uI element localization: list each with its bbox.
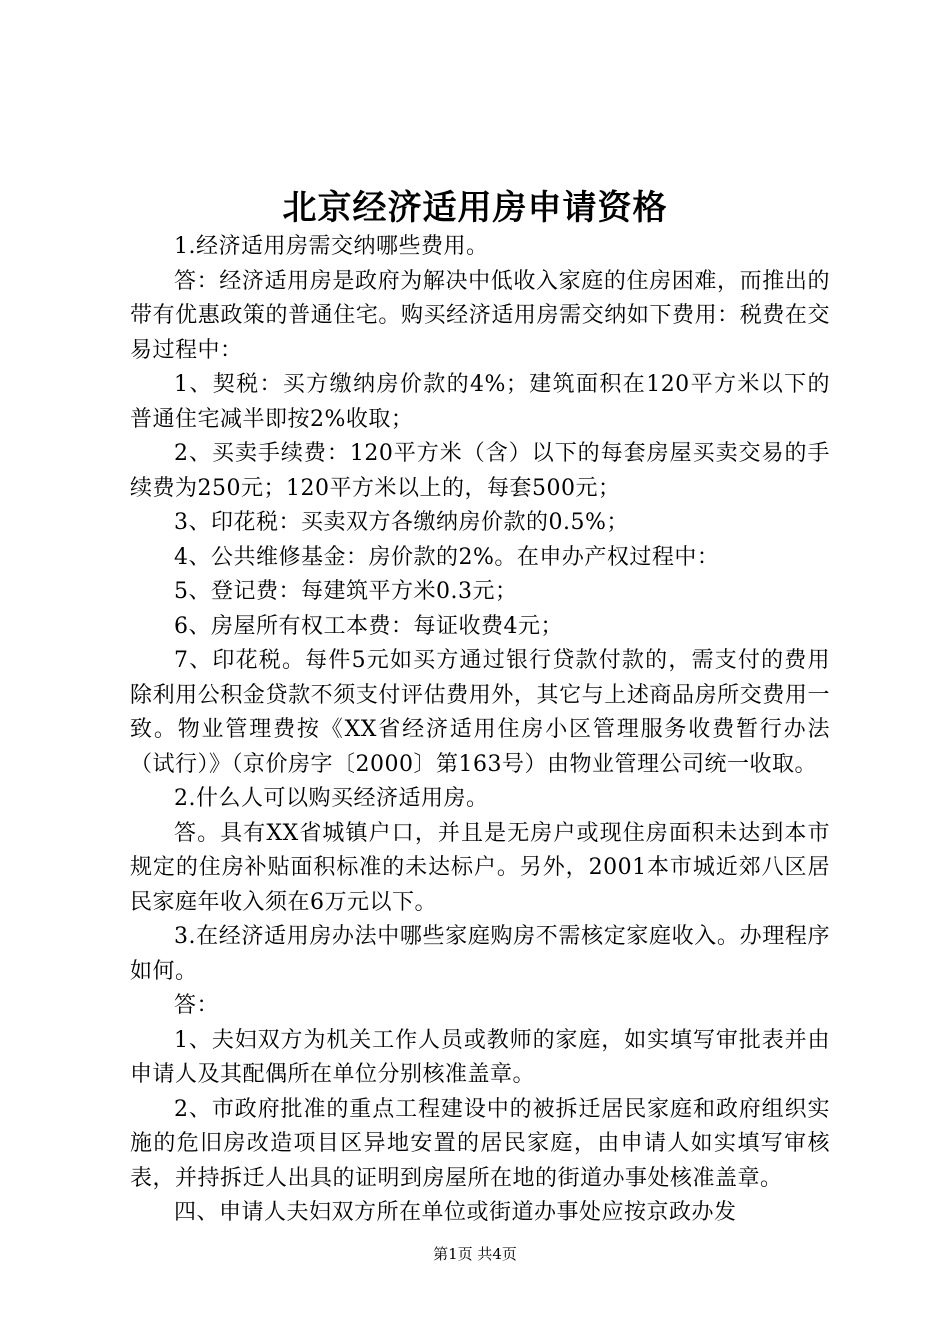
- document-body: [130, 230, 830, 1231]
- answer-3-item-1: 1、夫妇双方为机关工作人员或教师的家庭，如实填写审批表并由申请人及其配偶所在单位分别核准盖章。: [130, 1027, 830, 1087]
- answer-3-item-2: 2、市政府批准的重点工程建设中的被拆迁居民家庭和政府组织实施的危旧房改造项目区异地安置的居民家庭，由申请人如实填写审核表，并持拆迁人出具的证明到房屋所在地的街道办事处核准盖章。: [130, 1096, 830, 1191]
- question-3: 3.在经济适用房办法中哪些家庭购房不需核定家庭收入。办理程序如何。: [130, 924, 830, 984]
- fee-item-3: 3、印花税：买卖双方各缴纳房价款的0.5%；: [174, 510, 629, 535]
- answer-1-intro: 答：经济适用房是政府为解决中低收入家庭的住房困难，而推出的带有优惠政策的普通住宅。购买经济适用房需交纳如下费用：税费在交易过程中：: [130, 268, 830, 363]
- document-title: 北京经济适用房申请资格: [282, 188, 668, 228]
- page-footer: 第1页 共4页: [433, 1245, 517, 1263]
- fee-item-6: 6、房屋所有权工本费：每证收费4元；: [174, 613, 563, 639]
- fee-item-5: 5、登记费：每建筑平方米0.3元；: [174, 579, 518, 604]
- answer-3-item-4: 四、申请人夫妇双方所在单位或街道办事处应按京政办发: [174, 1200, 737, 1225]
- fee-item-1: 1、契税：买方缴纳房价款的4%；建筑面积在120平方米以下的普通住宅减半即按2%收取；: [130, 372, 830, 432]
- answer-2: 答。具有XX省城镇户口，并且是无房户或现住房面积未达到本市规定的住房补贴面积标准的未达标户。另外，2001本市城近郊八区居民家庭年收入须在6万元以下。: [130, 820, 830, 915]
- fee-item-7: 7、印花税。每件5元如买方通过银行贷款付款的，需支付的费用除利用公积金贷款不须支付评估费用外，其它与上述商品房所交费用一致。物业管理费按《XX省经济适用住房小区管理服务收费暂行办法（试行）》（京价房字〔2000〕第163号）由物业管理公司统一收取。: [130, 648, 830, 777]
- answer-3-label: 答：: [174, 993, 220, 1018]
- question-1: 1.经济适用房需交纳哪些费用。: [174, 234, 489, 259]
- fee-item-2: 2、买卖手续费：120平方米（含）以下的每套房屋买卖交易的手续费为250元；120平方米以上的，每套500元；: [130, 441, 830, 501]
- question-2: 2.什么人可以购买经济适用房。: [174, 786, 489, 811]
- fee-item-4: 4、公共维修基金：房价款的2%。在申办产权过程中：: [174, 544, 720, 570]
